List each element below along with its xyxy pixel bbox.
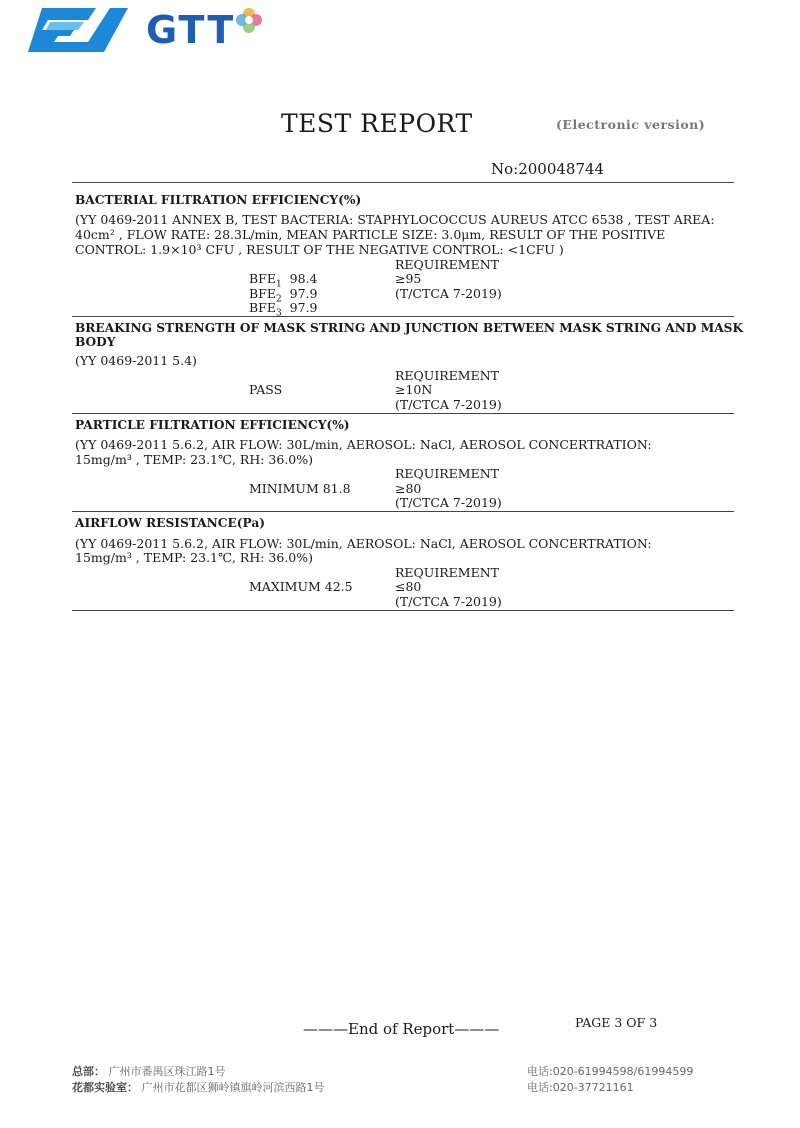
bfe-method-line-1: (YY 0469-2011 ANNEX B, TEST BACTERIA: STAPHYLOCOCCUS AUREUS ATCC 6538 , TEST AREA: xyxy=(75,212,715,227)
airflow-requirement-value: ≤80 xyxy=(395,579,422,594)
footer-lab-label: 花都实验室： xyxy=(72,1081,138,1094)
divider xyxy=(72,316,734,317)
bfe-result-2: $BFE_2$ 97.9 xyxy=(249,286,318,305)
pfe-requirement-value: ≥80 xyxy=(395,481,422,496)
bfe-section-title: BACTERIAL FILTRATION EFFICIENCY(%) xyxy=(75,193,362,207)
footer-addresses xyxy=(72,1064,325,1096)
bfe-requirement-value: ≥95 xyxy=(395,271,422,286)
footer-tel-1: 电话:020-61994598/61994599 xyxy=(527,1065,694,1078)
page-number: PAGE 3 OF 3 xyxy=(575,1015,658,1030)
breaking-section-title-line-1: BREAKING STRENGTH OF MASK STRING AND JUNCTION BETWEEN MASK STRING AND MASK xyxy=(75,321,744,335)
footer-tel-2: 电话:020-37721161 xyxy=(527,1081,634,1094)
pfe-method-line-2: 15mg/m³ , TEMP: 23.1℃, RH: 36.0%) xyxy=(75,452,314,467)
breaking-requirement-label: REQUIREMENT xyxy=(395,368,499,383)
footer-phones xyxy=(527,1064,693,1096)
bfe-method-line-2: 40cm² , FLOW RATE: 28.3L/min, MEAN PARTICLE SIZE: 3.0μm, RESULT OF THE POSITIVE xyxy=(75,227,666,242)
pfe-method-line-1: (YY 0469-2011 5.6.2, AIR FLOW: 30L/min, AEROSOL: NaCl, AEROSOL CONCERTRATION: xyxy=(75,437,652,452)
breaking-requirement-standard: (T/CTCA 7-2019) xyxy=(395,397,502,412)
footer-hq-address: 广州市番禺区珠江路1号 xyxy=(108,1065,226,1078)
pfe-requirement-label: REQUIREMENT xyxy=(395,466,499,481)
pfe-requirement-standard: (T/CTCA 7-2019) xyxy=(395,495,502,510)
pfe-section-title: PARTICLE FILTRATION EFFICIENCY(%) xyxy=(75,418,350,432)
bfe-result-3: $BFE_3$ 97.9 xyxy=(249,300,318,319)
divider xyxy=(72,182,734,183)
report-title: TEST REPORT xyxy=(281,109,473,138)
footer-hq-label: 总部： xyxy=(72,1065,105,1078)
breaking-method: (YY 0469-2011 5.4) xyxy=(75,353,197,368)
divider xyxy=(72,413,734,414)
logo-text: GTT xyxy=(146,8,236,52)
airflow-requirement-label: REQUIREMENT xyxy=(395,565,499,580)
airflow-method-line-2: 15mg/m³ , TEMP: 23.1℃, RH: 36.0%) xyxy=(75,550,314,565)
bfe-requirement-label: REQUIREMENT xyxy=(395,257,499,272)
divider xyxy=(72,610,734,611)
breaking-requirement-value: ≥10N xyxy=(395,382,433,397)
divider xyxy=(72,511,734,512)
breaking-result: PASS xyxy=(249,382,283,397)
end-of-report: ———End of Report——— xyxy=(303,1020,500,1038)
airflow-section-title: AIRFLOW RESISTANCE(Pa) xyxy=(75,516,266,530)
airflow-requirement-standard: (T/CTCA 7-2019) xyxy=(395,594,502,609)
pfe-result: MINIMUM 81.8 xyxy=(249,481,351,496)
airflow-result: MAXIMUM 42.5 xyxy=(249,579,353,594)
airflow-method-line-1: (YY 0469-2011 5.6.2, AIR FLOW: 30L/min, AEROSOL: NaCl, AEROSOL CONCERTRATION: xyxy=(75,536,652,551)
bfe-requirement-standard: (T/CTCA 7-2019) xyxy=(395,286,502,301)
logo-mark-icon xyxy=(28,8,128,52)
footer-lab-address: 广州市花都区狮岭镇旗岭河滨西路1号 xyxy=(141,1081,325,1094)
footer-lab xyxy=(72,1080,325,1096)
bfe-method-line-3: CONTROL: 1.9×10³ CFU , RESULT OF THE NEGATIVE CONTROL: <1CFU ) xyxy=(75,242,564,257)
electronic-version-note: (Electronic version) xyxy=(556,117,706,132)
report-number: No:200048744 xyxy=(491,160,605,178)
bfe-result-1: $BFE_1$ 98.4 xyxy=(249,271,318,290)
company-logo xyxy=(28,6,278,52)
breaking-section-title-line-2: BODY xyxy=(75,335,116,349)
logo-flower-icon xyxy=(234,6,264,36)
footer-hq xyxy=(72,1064,325,1080)
